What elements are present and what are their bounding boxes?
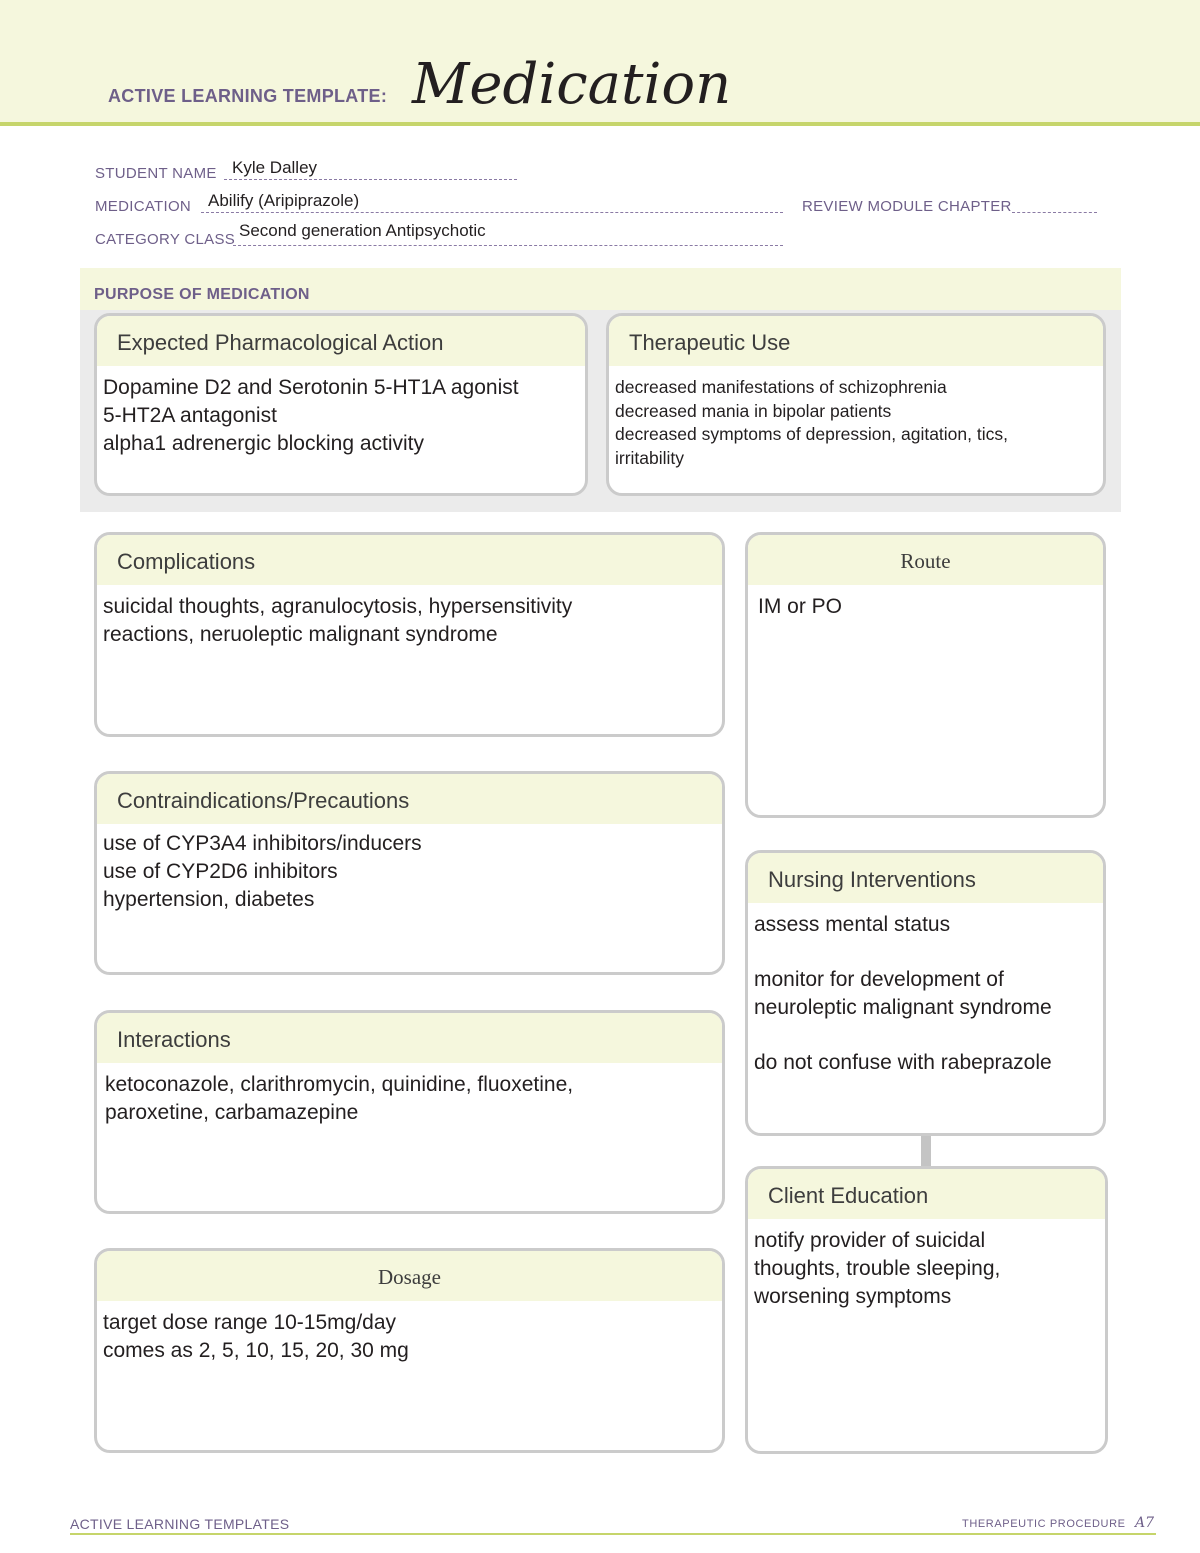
dosage-line: comes as 2, 5, 10, 15, 20, 30 mg: [103, 1339, 409, 1362]
complications-body: [97, 585, 722, 649]
medication-underline: [201, 212, 783, 213]
dosage-card: [94, 1248, 725, 1453]
complications-card: [94, 532, 725, 737]
complications-line: suicidal thoughts, agranulocytosis, hypersensitivity: [103, 595, 573, 618]
contraindications-heading: Contraindications/Precautions: [97, 774, 722, 824]
footer-divider: [70, 1533, 1156, 1535]
contraindications-body: [97, 824, 722, 914]
category-class-label: CATEGORY CLASS: [95, 231, 236, 248]
nursing-intervention-item: assess mental status: [754, 913, 951, 936]
category-class-underline: [233, 245, 783, 246]
dosage-body: [97, 1301, 722, 1365]
complications-line: reactions, neruoleptic malignant syndrome: [103, 623, 498, 646]
therapeutic-use-body: [609, 366, 1103, 470]
review-module-label: REVIEW MODULE CHAPTER: [802, 198, 1012, 215]
student-name-label: STUDENT NAME: [95, 165, 217, 182]
dosage-heading: Dosage: [97, 1251, 722, 1301]
interactions-line: paroxetine, carbamazepine: [105, 1101, 359, 1124]
therapeutic-use-line: decreased mania in bipolar patients: [615, 400, 892, 421]
item-spacer: [754, 1022, 1093, 1049]
nursing-intervention-item: monitor for development of neuroleptic malignant syndrome: [754, 968, 1052, 1019]
expected-action-heading: Expected Pharmacological Action: [97, 316, 585, 366]
contraindications-card: [94, 771, 725, 975]
nursing-interventions-heading: Nursing Interventions: [748, 853, 1103, 903]
page-title: Medication: [412, 52, 732, 117]
category-class-field[interactable]: Second generation Antipsychotic: [239, 221, 486, 240]
nursing-interventions-body: [748, 903, 1103, 1077]
contraindications-line: hypertension, diabetes: [103, 888, 315, 911]
route-card: [745, 532, 1106, 818]
nursing-interventions-card: [745, 850, 1106, 1136]
expected-action-body: [97, 366, 585, 458]
medication-field[interactable]: Abilify (Aripiprazole): [208, 191, 360, 210]
route-heading: Route: [748, 535, 1103, 585]
expected-action-line: 5-HT2A antagonist: [103, 404, 277, 427]
client-education-body: [748, 1219, 1105, 1311]
route-line: IM or PO: [758, 595, 843, 618]
header-divider: [0, 122, 1200, 126]
expected-action-card: [94, 313, 588, 496]
interactions-body: [97, 1063, 722, 1127]
medication-label: MEDICATION: [95, 198, 192, 215]
expected-action-line: Dopamine D2 and Serotonin 5-HT1A agonist: [103, 376, 519, 399]
footer-right-label: THERAPEUTIC PROCEDURE: [962, 1518, 1126, 1530]
client-education-text: notify provider of suicidal thoughts, trouble sleeping, worsening symptoms: [754, 1229, 1001, 1308]
route-body: [748, 585, 1103, 621]
footer-left-label: ACTIVE LEARNING TEMPLATES: [70, 1516, 290, 1532]
interactions-line: ketoconazole, clarithromycin, quinidine, fluoxetine,: [105, 1073, 574, 1096]
item-spacer: [754, 939, 1093, 966]
expected-action-line: alpha1 adrenergic blocking activity: [103, 432, 425, 455]
contraindications-line: use of CYP3A4 inhibitors/inducers: [103, 832, 422, 855]
connector-bar: [921, 1136, 931, 1168]
therapeutic-use-line: decreased manifestations of schizophrenia: [615, 377, 947, 397]
therapeutic-use-line: irritability: [615, 447, 685, 468]
dosage-line: target dose range 10-15mg/day: [103, 1311, 397, 1334]
client-education-card: [745, 1166, 1108, 1454]
template-label: ACTIVE LEARNING TEMPLATE:: [108, 86, 388, 106]
student-name-underline: [224, 179, 517, 180]
review-module-underline: [1012, 212, 1097, 213]
student-name-field[interactable]: Kyle Dalley: [232, 158, 318, 177]
contraindications-line: use of CYP2D6 inhibitors: [103, 860, 338, 883]
complications-heading: Complications: [97, 535, 722, 585]
nursing-intervention-item: do not confuse with rabeprazole: [754, 1051, 1052, 1074]
therapeutic-use-line: decreased symptoms of depression, agitation, tics,: [615, 424, 1008, 444]
interactions-card: [94, 1010, 725, 1214]
interactions-heading: Interactions: [97, 1013, 722, 1063]
client-education-heading: Client Education: [748, 1169, 1105, 1219]
purpose-section-title: PURPOSE OF MEDICATION: [94, 286, 310, 303]
therapeutic-use-card: [606, 313, 1106, 496]
footer-page-number: A7: [1135, 1515, 1155, 1531]
therapeutic-use-heading: Therapeutic Use: [609, 316, 1103, 366]
